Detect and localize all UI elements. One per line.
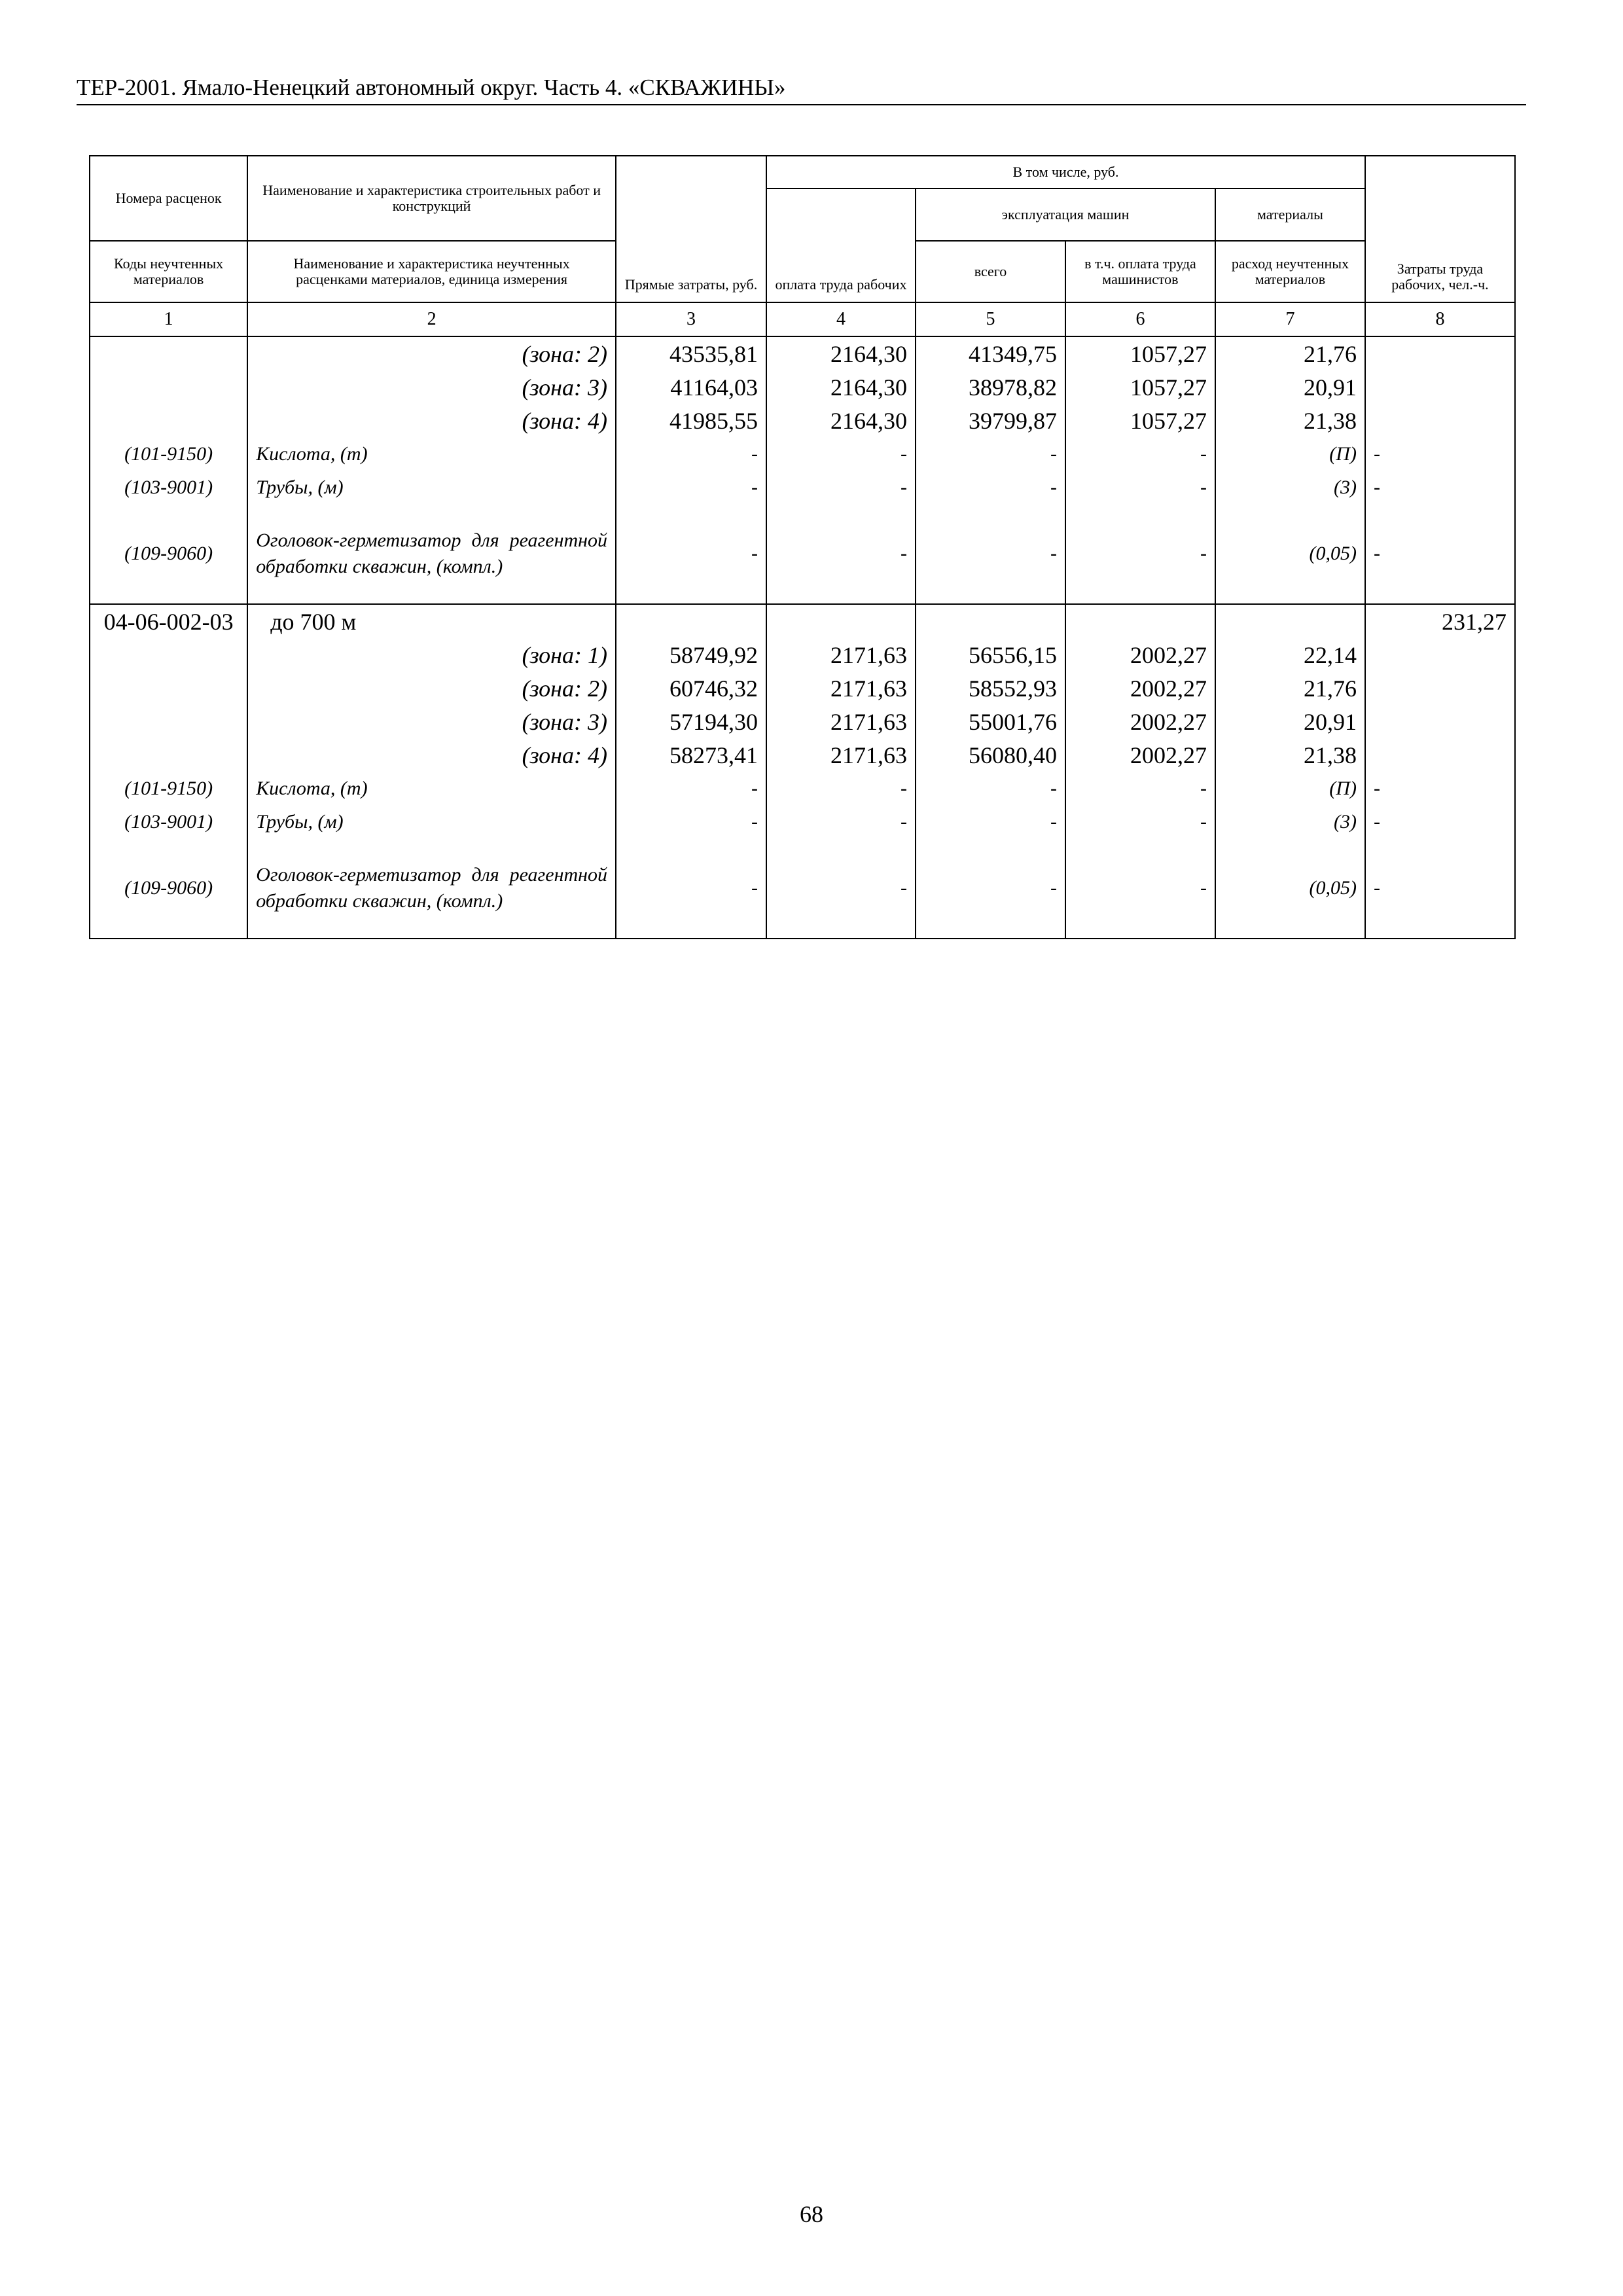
material-c3: - — [616, 805, 766, 838]
material-code: (109-9060) — [90, 838, 247, 939]
zone-label: (зона: 2) — [247, 672, 616, 705]
material-quantity: (П) — [1215, 772, 1365, 805]
machines-total: 38978,82 — [916, 370, 1065, 404]
zone-row — [90, 705, 1515, 738]
rate-name: до 700 м — [247, 604, 616, 638]
machinists-pay: 2002,27 — [1065, 672, 1215, 705]
material-code: (101-9150) — [90, 437, 247, 471]
zone-row — [90, 336, 1515, 370]
material-quantity: (П) — [1215, 437, 1365, 471]
material-row — [90, 772, 1515, 805]
material-c6: - — [1065, 838, 1215, 939]
zone-label: (зона: 3) — [247, 705, 616, 738]
group-header: В том числе, руб. — [766, 156, 1365, 188]
machines-group-header: эксплуатация машин — [916, 188, 1215, 241]
column-number: 7 — [1215, 302, 1365, 336]
col7-header: расход неучтенных материалов — [1215, 241, 1365, 302]
materials-cost: 21,76 — [1215, 672, 1365, 705]
material-code: (101-9150) — [90, 772, 247, 805]
materials-cost: 21,76 — [1215, 336, 1365, 370]
machines-total: 39799,87 — [916, 404, 1065, 437]
zone-row — [90, 672, 1515, 705]
material-c4: - — [766, 471, 916, 504]
labor-hours: 231,27 — [1365, 604, 1515, 638]
materials-cost: 20,91 — [1215, 370, 1365, 404]
machines-total: 56080,40 — [916, 738, 1065, 772]
material-name: Оголовок-герметизатор для реагентной обработки скважин, (компл.) — [247, 838, 616, 939]
direct-cost: 60746,32 — [616, 672, 766, 705]
material-c4: - — [766, 504, 916, 604]
column-number: 5 — [916, 302, 1065, 336]
material-c8: - — [1365, 805, 1515, 838]
column-number: 6 — [1065, 302, 1215, 336]
material-quantity: (3) — [1215, 471, 1365, 504]
material-row — [90, 471, 1515, 504]
zone-label: (зона: 4) — [247, 404, 616, 437]
material-c5: - — [916, 805, 1065, 838]
material-row — [90, 437, 1515, 471]
machinists-pay: 2002,27 — [1065, 738, 1215, 772]
material-c5: - — [916, 838, 1065, 939]
direct-cost: 58749,92 — [616, 638, 766, 672]
machinists-pay: 1057,27 — [1065, 404, 1215, 437]
material-name: Оголовок-герметизатор для реагентной обработки скважин, (компл.) — [247, 504, 616, 604]
material-c3: - — [616, 504, 766, 604]
material-code: (103-9001) — [90, 471, 247, 504]
material-c4: - — [766, 437, 916, 471]
zone-label: (зона: 1) — [247, 638, 616, 672]
direct-cost: 41985,55 — [616, 404, 766, 437]
col2-bottom-header: Наименование и характеристика неучтенных расценками материалов, единица измерения — [247, 241, 616, 302]
material-c8: - — [1365, 838, 1515, 939]
labor-pay: 2164,30 — [766, 336, 916, 370]
direct-cost: 57194,30 — [616, 705, 766, 738]
material-c6: - — [1065, 437, 1215, 471]
zone-label: (зона: 2) — [247, 336, 616, 370]
direct-cost: 58273,41 — [616, 738, 766, 772]
machines-total: 55001,76 — [916, 705, 1065, 738]
material-c6: - — [1065, 471, 1215, 504]
labor-pay: 2171,63 — [766, 705, 916, 738]
column-number: 1 — [90, 302, 247, 336]
material-quantity: (3) — [1215, 805, 1365, 838]
col4-header: оплата труда рабочих — [766, 188, 916, 302]
labor-pay: 2171,63 — [766, 638, 916, 672]
machines-total: 41349,75 — [916, 336, 1065, 370]
machinists-pay: 2002,27 — [1065, 705, 1215, 738]
material-row — [90, 805, 1515, 838]
column-number: 2 — [247, 302, 616, 336]
column-number: 4 — [766, 302, 916, 336]
labor-pay: 2171,63 — [766, 738, 916, 772]
material-c3: - — [616, 437, 766, 471]
material-code: (103-9001) — [90, 805, 247, 838]
material-c3: - — [616, 471, 766, 504]
direct-cost: 41164,03 — [616, 370, 766, 404]
col1-top-header: Номера расценок — [90, 156, 247, 241]
material-c4: - — [766, 772, 916, 805]
material-c4: - — [766, 838, 916, 939]
machinists-pay: 1057,27 — [1065, 336, 1215, 370]
material-code: (109-9060) — [90, 504, 247, 604]
zone-row — [90, 638, 1515, 672]
col2-top-header: Наименование и характеристика строительных работ и конструкций — [247, 156, 616, 241]
labor-pay: 2171,63 — [766, 672, 916, 705]
col1-bottom-header: Коды неучтенных материалов — [90, 241, 247, 302]
zone-row — [90, 738, 1515, 772]
material-c8: - — [1365, 772, 1515, 805]
col8-header: Затраты труда рабочих, чел.-ч. — [1365, 156, 1515, 302]
direct-cost: 43535,81 — [616, 336, 766, 370]
zone-label: (зона: 3) — [247, 370, 616, 404]
material-c8: - — [1365, 471, 1515, 504]
material-name: Кислота, (т) — [247, 772, 616, 805]
material-row — [90, 838, 1515, 939]
material-c8: - — [1365, 504, 1515, 604]
column-number: 3 — [616, 302, 766, 336]
machines-total: 56556,15 — [916, 638, 1065, 672]
zone-label: (зона: 4) — [247, 738, 616, 772]
material-name: Трубы, (м) — [247, 805, 616, 838]
materials-cost: 21,38 — [1215, 738, 1365, 772]
material-quantity: (0,05) — [1215, 838, 1365, 939]
material-c6: - — [1065, 805, 1215, 838]
material-name: Кислота, (т) — [247, 437, 616, 471]
zone-row — [90, 370, 1515, 404]
materials-cost: 22,14 — [1215, 638, 1365, 672]
col5-header: всего — [916, 241, 1065, 302]
column-number: 8 — [1365, 302, 1515, 336]
material-c8: - — [1365, 437, 1515, 471]
material-row — [90, 504, 1515, 604]
material-c5: - — [916, 471, 1065, 504]
machinists-pay: 2002,27 — [1065, 638, 1215, 672]
rate-code: 04-06-002-03 — [90, 604, 247, 638]
col3-header: Прямые затраты, руб. — [616, 156, 766, 302]
labor-pay: 2164,30 — [766, 370, 916, 404]
zone-row — [90, 404, 1515, 437]
rate-row — [90, 604, 1515, 638]
labor-pay: 2164,30 — [766, 404, 916, 437]
page-number: 68 — [800, 2201, 823, 2227]
rates-table — [89, 155, 1516, 939]
material-c6: - — [1065, 772, 1215, 805]
materials-group-header: материалы — [1215, 188, 1365, 241]
material-c3: - — [616, 838, 766, 939]
material-c5: - — [916, 772, 1065, 805]
material-c6: - — [1065, 504, 1215, 604]
material-c5: - — [916, 437, 1065, 471]
machines-total: 58552,93 — [916, 672, 1065, 705]
materials-cost: 21,38 — [1215, 404, 1365, 437]
materials-cost: 20,91 — [1215, 705, 1365, 738]
material-c5: - — [916, 504, 1065, 604]
col6-header: в т.ч. оплата труда машинистов — [1065, 241, 1215, 302]
machinists-pay: 1057,27 — [1065, 370, 1215, 404]
material-c4: - — [766, 805, 916, 838]
page-header: ТЕР-2001. Ямало-Ненецкий автономный округ. Часть 4. «СКВАЖИНЫ» — [77, 74, 1526, 105]
material-c3: - — [616, 772, 766, 805]
material-name: Трубы, (м) — [247, 471, 616, 504]
material-quantity: (0,05) — [1215, 504, 1365, 604]
